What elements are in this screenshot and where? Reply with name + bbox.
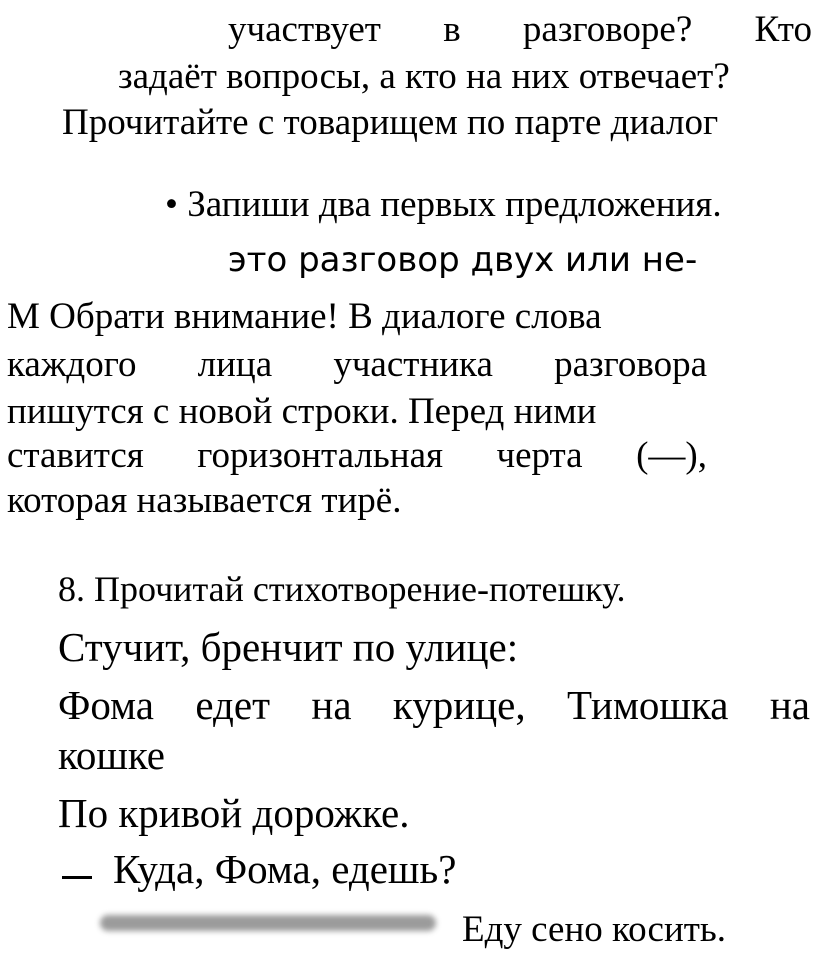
poem-line-5: Куда, Фома, едешь? bbox=[113, 846, 457, 892]
intro-line-1: участвует в разговоре? Кто bbox=[228, 9, 812, 50]
poem-line-4: По кривой дорожке. bbox=[58, 790, 410, 836]
note-line-3: пишутся с новой строки. Перед ними bbox=[7, 391, 597, 432]
definition-fragment: это разговор двух или не- bbox=[228, 240, 698, 280]
poem-line-1: Стучит, бренчит по улице: bbox=[58, 624, 519, 670]
blurred-fragment bbox=[100, 915, 436, 931]
dialogue-dash bbox=[62, 876, 92, 879]
intro-line-3: Прочитайте с товарищем по парте диалог bbox=[62, 102, 719, 143]
task-bullet: • Запиши два первых предложения. bbox=[165, 184, 722, 225]
intro-line-2: задаёт вопросы, а кто на них отвечает? bbox=[118, 56, 730, 97]
poem-line-6: Еду сено косить. bbox=[462, 909, 727, 950]
poem-line-2: Фома едет на курице, Тимошка на bbox=[58, 682, 810, 728]
note-line-5: которая называется тирё. bbox=[7, 480, 402, 521]
poem-line-3: кошке bbox=[58, 732, 166, 778]
note-line-1: М Обрати внимание! В диалоге слова bbox=[7, 296, 602, 337]
exercise-8-heading: 8. Прочитай стихотворение-потешку. bbox=[58, 569, 626, 609]
note-line-4: ставится горизонтальная черта (—), bbox=[7, 435, 707, 476]
note-line-2: каждого лица участника разговора bbox=[7, 344, 707, 385]
